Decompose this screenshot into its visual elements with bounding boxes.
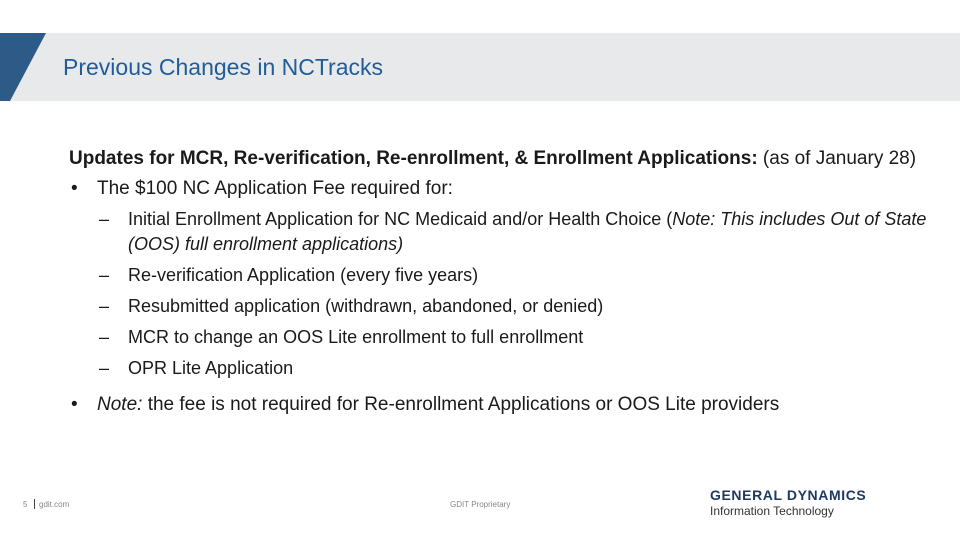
bullet-marker: •	[71, 178, 78, 199]
logo-line2: Information Technology	[710, 504, 834, 518]
bullet-text: The $100 NC Application Fee required for:	[97, 178, 453, 199]
list-item	[99, 207, 929, 257]
list-item	[99, 356, 929, 381]
list-item	[99, 325, 929, 350]
dash-marker: –	[99, 265, 110, 285]
bullet-fee-note	[69, 391, 929, 419]
list-item-note: Note: This includes Out of State (OOS) full enrollment applications)	[128, 209, 927, 254]
heading-bold-text: Updates for MCR, Re-verification, Re-enrollment, & Enrollment Applications:	[69, 148, 758, 169]
list-item-text: Re-verification Application (every five years)	[128, 265, 479, 285]
title-accent-shape	[0, 33, 46, 101]
heading-date-text: (as of January 28)	[757, 148, 917, 169]
page-number: 5	[23, 500, 28, 509]
dash-marker: –	[99, 209, 110, 229]
dash-marker: –	[99, 358, 110, 378]
footer-proprietary: GDIT Proprietary	[450, 500, 511, 509]
bullet-marker: •	[71, 394, 78, 415]
logo-line1: GENERAL DYNAMICS	[710, 487, 867, 503]
slide-title: Previous Changes in NCTracks	[63, 54, 383, 80]
slide-content	[69, 144, 929, 419]
dash-marker: –	[99, 296, 110, 316]
list-item-text: Initial Enrollment Application for NC Medicaid and/or Health Choice (	[128, 209, 673, 229]
footer-site: gdit.com	[39, 500, 70, 509]
content-heading	[69, 144, 929, 174]
list-item-text: Resubmitted application (withdrawn, abandoned, or denied)	[128, 296, 604, 316]
list-item-text: MCR to change an OOS Lite enrollment to full enrollment	[128, 327, 584, 347]
footer-divider	[34, 499, 35, 509]
list-item	[99, 294, 929, 319]
note-label: Note:	[97, 394, 143, 415]
bullet-fee-required	[69, 174, 929, 204]
dash-marker: –	[99, 327, 110, 347]
list-item	[99, 263, 929, 288]
note-text: the fee is not required for Re-enrollment Applications or OOS Lite providers	[142, 394, 780, 415]
fee-application-list	[69, 207, 929, 381]
list-item-text: OPR Lite Application	[128, 358, 294, 378]
general-dynamics-logo	[708, 486, 933, 520]
